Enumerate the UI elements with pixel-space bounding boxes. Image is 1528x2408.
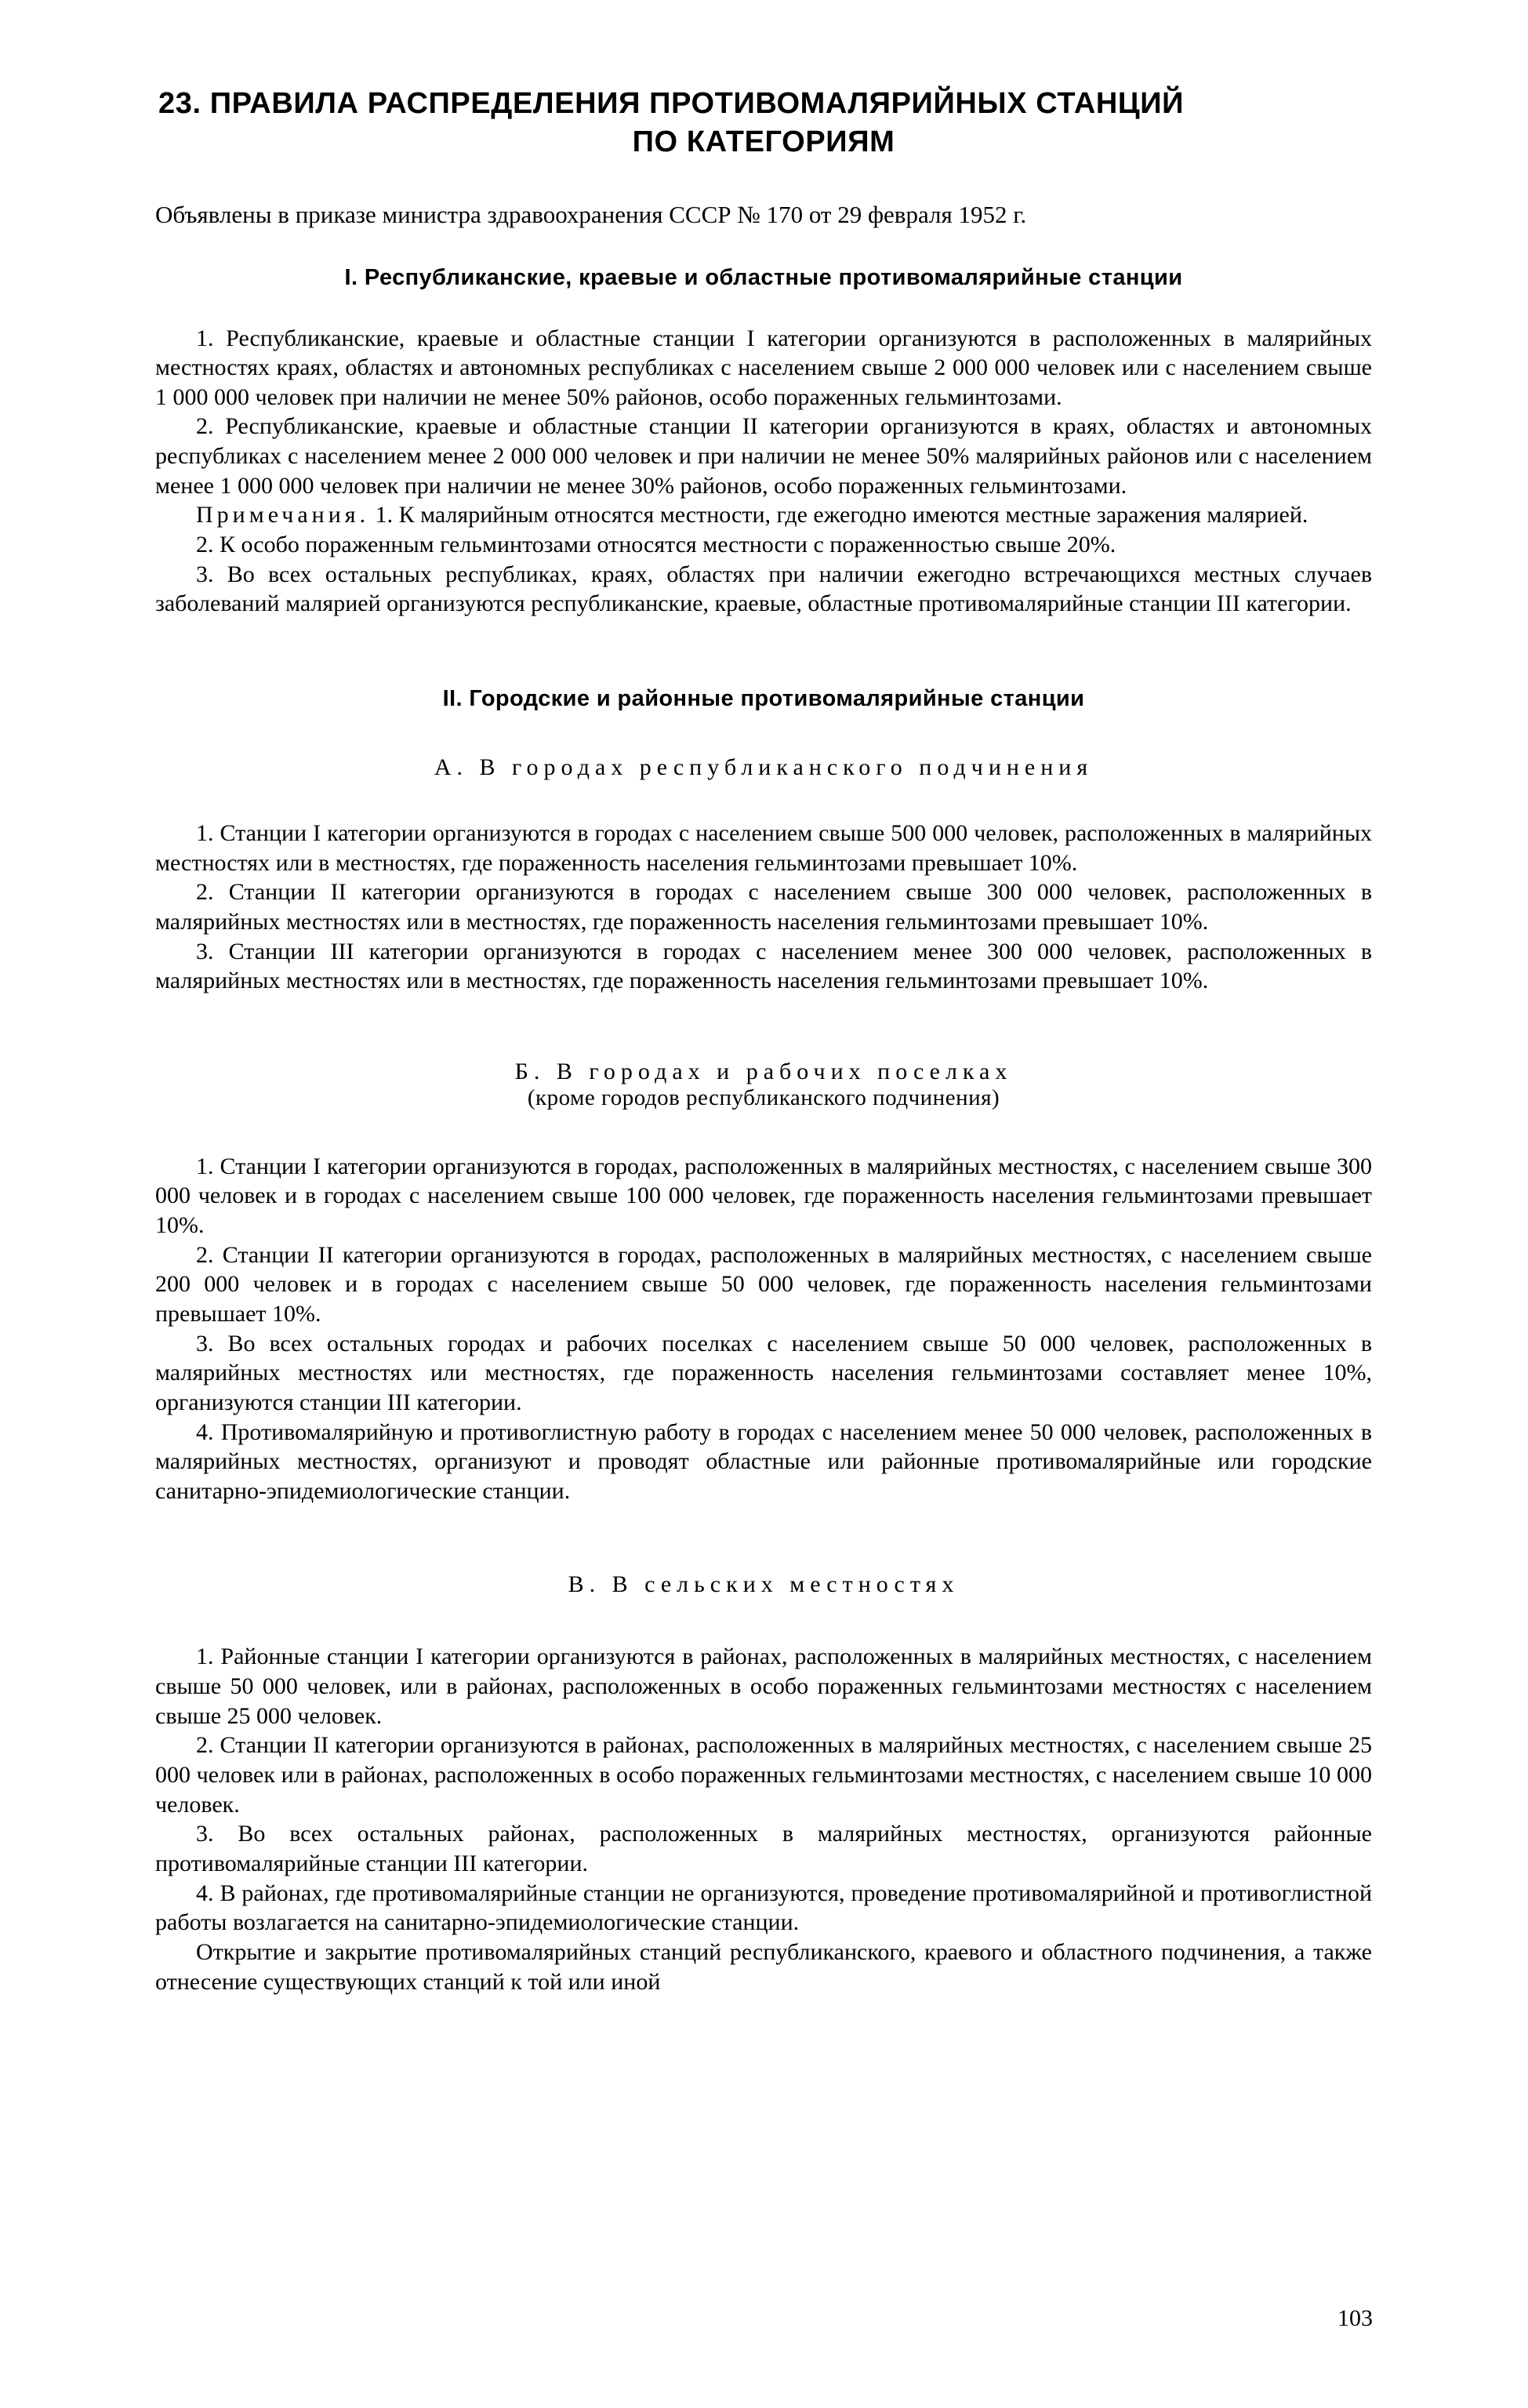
- section-1-paragraph-1: 1. Республиканские, краевые и областные станции I категории организуются в расположенных в малярийных местностях краях, областях и автономных республиках с населением свыше 2 000 000 человек или с населением свыше 1 000 000 человек при наличии не менее 50% районов, особо пораженных гельминтозами.: [155, 325, 1372, 410]
- subsection-a-paragraph-3: 3. Станции III категории организуются в городах с населением менее 300 000 человек, расположенных в малярийных местностях или в местностях, где пораженность населения гельминтозами превышает 10%.: [155, 938, 1372, 994]
- subsection-v-paragraph-4: 4. В районах, где противомалярийные станции не организуются, проведение противомалярийной и противоглистной работы возлагается на санитарно-эпидемиологические станции.: [155, 1880, 1372, 1936]
- title-line-1: 23. ПРАВИЛА РАСПРЕДЕЛЕНИЯ ПРОТИВОМАЛЯРИЙНЫХ СТАНЦИЙ: [158, 87, 1185, 120]
- title-line-2: ПО КАТЕГОРИЯМ: [632, 125, 895, 159]
- subsection-b-paragraph-1: 1. Станции I категории организуются в городах, расположенных в малярийных местностях, с населением свыше 300 000 человек и в городах с населением свыше 100 000 человек, где пораженность населения гельминтозами превышает 10%.: [155, 1153, 1372, 1239]
- subsection-v-paragraph-1: 1. Районные станции I категории организуются в районах, расположенных в малярийных местностях, с населением свыше 50 000 человек, или в районах, расположенных в особо пораженных гельминтозами местностях с населением свыше 25 000 человек.: [155, 1643, 1372, 1729]
- subsection-b-paragraph-2: 2. Станции II категории организуются в городах, расположенных в малярийных местностях, с населением свыше 200 000 человек и в городах с населением свыше 50 000 человек, где пораженность населения гельминтозами превышает 10%.: [155, 1241, 1372, 1327]
- page-content: [155, 0, 1372, 1996]
- section-1-paragraph-2: 2. Республиканские, краевые и областные станции II категории организуются в краях, областях и автономных республиках с населением менее 2 000 000 человек и при наличии не менее 50% малярийных районов или с населением менее 1 000 000 человек при наличии не менее 30% районов, особо пораженных гельминтозами.: [155, 413, 1372, 499]
- subsection-v-paragraph-5: Открытие и закрытие противомалярийных станций республиканского, краевого и областного подчинения, а также отнесение существующих станций к той или иной: [155, 1938, 1372, 1995]
- subsection-v-heading: В. В сельских местностях: [568, 1571, 960, 1598]
- subsection-b-paragraph-4: 4. Противомалярийную и противоглистную работу в городах с населением менее 50 000 человек, расположенных в малярийных местностях, организуют и проводят областные или районные противомалярийные или городские санитарно-эпидемиологические станции.: [155, 1418, 1372, 1504]
- notes-label: Примечания.: [196, 502, 370, 528]
- announcement-line: Объявлены в приказе министра здравоохранения СССР № 170 от 29 февраля 1952 г.: [155, 200, 1027, 228]
- subsection-v-paragraph-3: 3. Во всех остальных районах, расположенных в малярийных местностях, организуются районные противомалярийные станции III категории.: [155, 1821, 1372, 1876]
- notes-text-1: 1. К малярийным относятся местности, где ежегодно имеются местные заражения малярией.: [375, 502, 1308, 528]
- subsection-a-paragraph-1: 1. Станции I категории организуются в городах с населением свыше 500 000 человек, расположенных в малярийных местностях или в местностях, где пораженность населения гельминтозами превышает 10%.: [155, 819, 1372, 876]
- section-1-heading: I. Республиканские, краевые и областные противомалярийные станции: [344, 264, 1183, 290]
- page-number: 103: [1337, 2305, 1373, 2331]
- page-title: [155, 85, 1372, 162]
- subsection-b-paragraph-3: 3. Во всех остальных городах и рабочих поселках с населением свыше 50 000 человек, расположенных в малярийных местностях или местностях, где пораженность населения гельминтозами составляет менее 10%, организуются станции III категории.: [155, 1330, 1372, 1415]
- subsection-v-paragraph-2: 2. Станции II категории организуются в районах, расположенных в малярийных местностях, с населением свыше 25 000 человек или в районах, расположенных в особо пораженных гельминтозами местностях, с населением свыше 10 000 человек.: [155, 1732, 1372, 1818]
- subsection-a-heading: А. В городах республиканского подчинения: [434, 754, 1094, 780]
- subsection-a-paragraph-2: 2. Станции II категории организуются в городах с населением свыше 300 000 человек, расположенных в малярийных местностях или в местностях, где пораженность населения гельминтозами превышает 10%.: [155, 879, 1372, 935]
- section-1-notes-1: [155, 500, 1372, 530]
- subsection-b-heading: Б. В городах и рабочих поселках: [514, 1058, 1013, 1084]
- section-1-notes-2: 2. К особо пораженным гельминтозами относятся местности с пораженностью свыше 20%.: [196, 532, 1116, 558]
- subsection-b-subheading: (кроме городов республиканского подчинения): [527, 1084, 1000, 1110]
- section-1-notes-3: 3. Во всех остальных республиках, краях, областях при наличии ежегодно встречающихся местных случаев заболеваний малярией организуются республиканские, краевые, областные противомалярийные станции III категории.: [155, 561, 1372, 617]
- section-2-heading: II. Городские и районные противомалярийные станции: [442, 685, 1085, 711]
